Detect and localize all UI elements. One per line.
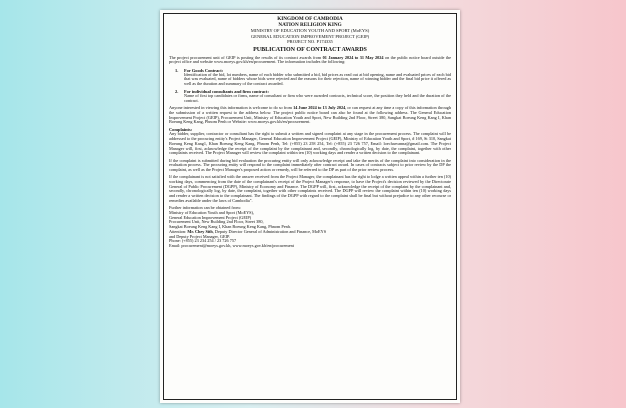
address-line: General Education Improvement Project (GEIP) — [169, 214, 252, 220]
address-line: Procurement Unit, New Building 2nd Floor, Street 380, — [169, 219, 264, 225]
request-dates: 14 June 2024 to 13 July 2024 — [293, 105, 346, 111]
item-heading: For Goods Contract: — [184, 67, 224, 73]
contact-phone: Phone: (+855) 23 234 254 / 23 726 757 — [169, 238, 237, 244]
complaints-paragraph-1: Any bidder, supplier, contractor or consultant has the right to submit a written and signed complaint at any stage in the procurement process. The complaint will be addressed to the procuring entity's Project Manager, General Education Improvement Project (GEIP), Ministry of Education Youth and Sport, # 169, St 310, Sangkat Boeung Keng Kang1, Khan Boeung Keng Kang, Phnom Penh, Tel: (+855) 23 258 254, Tel: (+855) 23 726 757, Email: loecharvanna@gmail.com. The Project Manager will, first, acknowledge the receipt of the complaint by the complainant and, secondly, chronologically log, by date, the complaint, together with other complaints received. The Project Manager will review the complaint within ten (10) working days and render a written decision to the complainant. — [169, 131, 451, 156]
item-number: 2. — [175, 89, 179, 95]
intro-dates: 01 January 2024 to 31 May 2024 — [322, 54, 384, 60]
further-info-block — [169, 206, 451, 249]
attention-label: Attention: — [169, 228, 188, 234]
item-heading: For individual consultants and firm contract: — [184, 89, 269, 95]
project-number: PROJECT NO. P174335 — [287, 39, 333, 45]
address-line: Ministry of Education Youth and Sport (MoEYS), — [169, 209, 254, 215]
attention-line-2: and Deputy Project Manager, GEIP. — [169, 233, 230, 239]
request-paragraph — [169, 106, 451, 125]
further-info-intro: Further information can be obtained from: — [169, 205, 241, 211]
item-number: 1. — [175, 67, 179, 73]
complaints-heading: Complaints: — [169, 127, 193, 133]
complaints-paragraph-3: If the complainant is not satisfied with the answer received from the Project Manager, the complainant has the right to lodge a written appeal within a further ten (10) working days, commencing from the date of the complainant's receipt of the Project Manager's response, to have the Project's decision reviewed by the Directorate General of Public Procurement (DGPP), Ministry of Economy and Finance. The DGPP will, first, acknowledge the receipt of the complaint by the complainant and, secondly, chronologically log, by date, the complaint, together with other complaints received. The DGPP will review the complaint within ten (10) working days and render a written decision to the complainant. The findings of the DGPP with regard to the complaint shall be final but without prejudice to any other recourse or remedies available under the laws of Cambodia". — [169, 174, 451, 203]
request-text-post: , or can request at any time a copy of this information through the submission of a written request to the address below. The project public notice board can also be found at the following address. The General Education Improvement Project (GEIP), Procurement Unit, Ministry of Education Youth and Sport, New Building 2nd Floor, Street 380, Sangkat Boeung Keng Kang I, Khan Boeung Keng Kang, Phnom Penh or Website: www.moeys.gov.kh/en/procurement. — [169, 105, 451, 125]
attention-name: Mr. Chey Sith — [187, 228, 213, 234]
complaints-paragraph-2: If the complaint is submitted during bid evaluation the procuring entity will only acknowledge receipt and take the merits of the complaint into consideration in the evaluation process. The procuring entity will respond to the complaint immediately after contract award. In cases of contracts subject to prior review by the DP the complaint, as well as the Project Manager's proposed action or remedy, will be referred to the DP as part of the prior review process. — [169, 157, 451, 173]
intro-text-post: on the public notice board outside the project office and website www.moeys.gov.kh/en/procurement. The information includes the following: — [169, 54, 451, 65]
request-text-pre: Anyone interested in viewing this information is welcome to do so from — [169, 105, 294, 111]
attention-title: , Deputy Director General of Administration and Finance, MoEYS — [212, 228, 327, 234]
notice-title: PUBLICATION OF CONTRACT AWARDS — [253, 46, 367, 53]
intro-paragraph — [169, 56, 451, 66]
address-line: Sangkat Boeung Keng Kang I, Khan Boeung Keng Kang, Phnom Penh. — [169, 224, 291, 230]
goods-contract-body: Identification of the bid, lot numbers, name of each bidder who submitted a bid, bid prices as read out at bid opening, name and evaluated prices of each bid that was evaluated, name of bidders whose bids were rejected and the reasons for their rejection, name of winning bidder and the final bid price it offered as well as the duration and summary of the contract awarded. — [184, 71, 451, 87]
notice-border — [163, 13, 457, 400]
notice-sheet — [160, 10, 460, 403]
contact-email: Email: procurement@moeys.gov.kh, www.moeys.gov.kh/en/procurement — [169, 243, 294, 249]
project-name: GENERAL EDUCATION IMPROVEMENT PROJECT (GEIP) — [250, 33, 370, 39]
motto-heading: NATION RELIGION KING — [278, 22, 342, 29]
ministry-name: MINISTRY OF EDUCATION YOUTH AND SPORT (MoEYS) — [250, 28, 370, 34]
kingdom-heading: KINGDOM OF CAMBODIA — [277, 16, 343, 22]
consultant-contract-body: Name of first top candidates or firms, name of consultant or firm who were awarded contracts, technical score, the position they held and the duration of the contract. — [184, 93, 451, 103]
intro-text-pre: The project procurement unit of GEIP is posting the results of its contract awards from — [169, 54, 323, 60]
